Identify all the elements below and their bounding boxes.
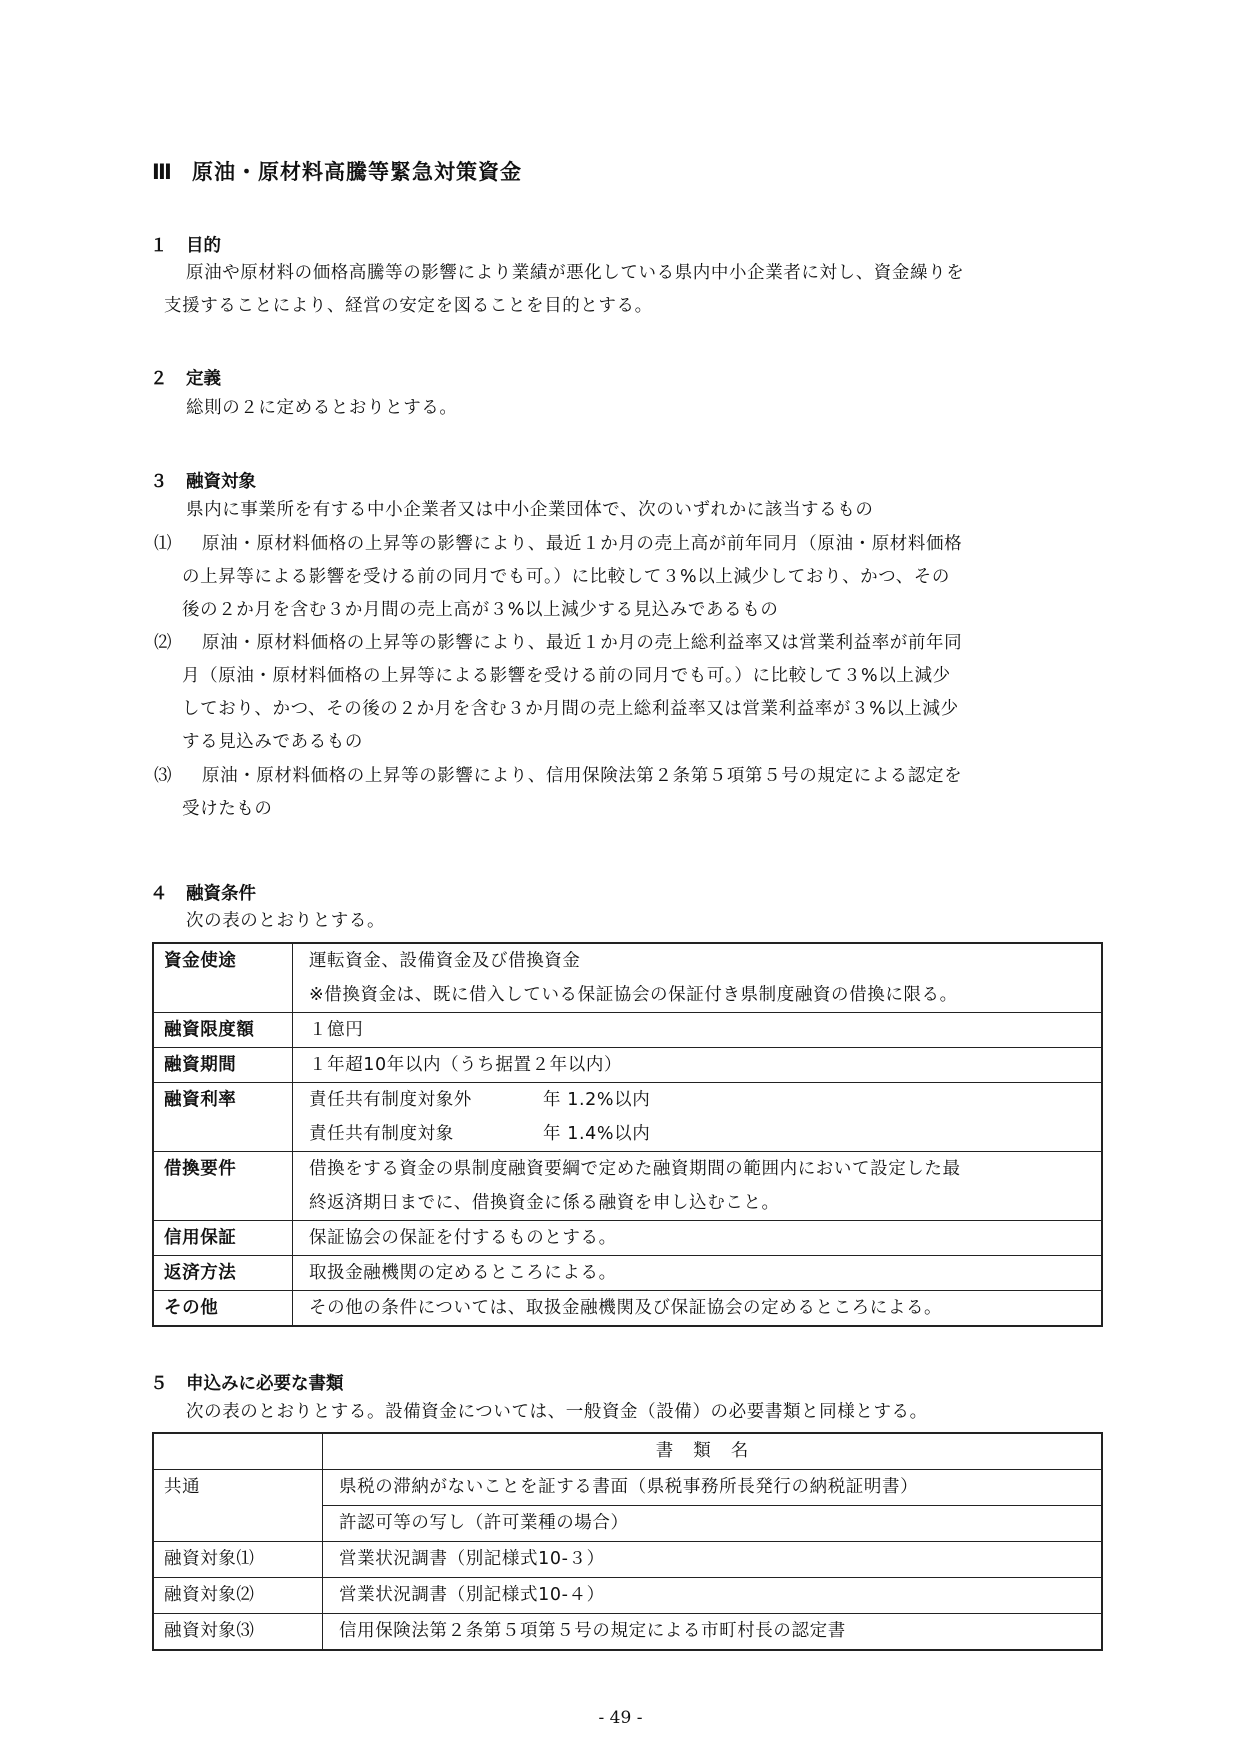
eligibility-item-1-line-3: 後の２か月を含む３か月間の売上高が３%以上減少する見込みであるもの: [182, 600, 779, 620]
page-number: - 49 -: [598, 1708, 643, 1728]
table-row: [153, 1152, 1102, 1221]
section-4-heading: [150, 880, 256, 905]
chapter-number: Ⅲ: [152, 160, 173, 184]
table-row: [153, 1470, 1102, 1506]
section-5-number: ５: [150, 1374, 168, 1394]
other-value: その他の条件については、取扱金融機関及び保証協会の定めるところによる。: [293, 1291, 1103, 1327]
table-row: [153, 1083, 1102, 1152]
limit-value: １億円: [293, 1013, 1103, 1048]
table-header-row: [153, 1433, 1102, 1470]
section-1-line-2: 支援することにより、経営の安定を図ることを目的とする。: [164, 296, 653, 316]
eligibility-item-3-line-2: 受けたもの: [182, 799, 273, 819]
rate-row-2-value: 年 1.4%以内: [543, 1124, 651, 1144]
table-row: [153, 1013, 1102, 1048]
eligibility-item-2-line-3: しており、かつ、その後の２か月を含む３か月間の売上総利益率又は営業利益率が３%以上減少: [182, 699, 959, 719]
eligibility-item-2-line-4: する見込みであるもの: [182, 732, 363, 752]
section-1-heading: [150, 232, 221, 257]
refinance-value: [293, 1152, 1103, 1221]
rate-row-2-label: 責任共有制度対象: [309, 1124, 454, 1144]
section-3-heading: [150, 468, 256, 493]
refinance-line-2: 終返済期日までに、借換資金に係る融資を申し込むこと。: [309, 1193, 780, 1213]
table-row: [153, 1221, 1102, 1256]
repayment-key: 返済方法: [153, 1256, 293, 1291]
section-3-number: ３: [150, 472, 168, 492]
eligibility-item-2-label: ⑵: [154, 633, 173, 653]
section-5-intro: 次の表のとおりとする。設備資金については、一般資金（設備）の必要書類と同様とする。: [186, 1402, 928, 1422]
section-2-heading: [150, 365, 221, 390]
fund-use-value: [293, 943, 1103, 1013]
document-name-header: 書類名: [323, 1433, 1103, 1470]
chapter-title: [152, 156, 522, 186]
eligibility-item-3-label: ⑶: [154, 766, 173, 786]
table-row: [153, 1578, 1102, 1614]
target-1-doc: 営業状況調書（別記様式10-３）: [323, 1542, 1103, 1578]
section-2-number: ２: [150, 369, 168, 389]
refinance-key: 借換要件: [153, 1152, 293, 1221]
required-documents-table: [152, 1432, 1103, 1651]
rate-key: 融資利率: [153, 1083, 293, 1152]
eligibility-item-1-line-1: 原油・原材料価格の上昇等の影響により、最近１か月の売上高が前年同月（原油・原材料価格: [202, 534, 963, 554]
common-key: 共通: [153, 1470, 323, 1542]
rate-value: [293, 1083, 1103, 1152]
guarantee-value: 保証協会の保証を付するものとする。: [293, 1221, 1103, 1256]
period-key: 融資期間: [153, 1048, 293, 1083]
fund-use-line-2: ※借換資金は、既に借入している保証協会の保証付き県制度融資の借換に限る。: [309, 985, 958, 1005]
target-3-key: 融資対象⑶: [153, 1614, 323, 1651]
target-2-doc: 営業状況調書（別記様式10-４）: [323, 1578, 1103, 1614]
section-1-line-1: 原油や原材料の価格高騰等の影響により業績が悪化している県内中小企業者に対し、資金繰りを: [186, 263, 965, 283]
table-row: [153, 1614, 1102, 1651]
period-value: １年超10年以内（うち据置２年以内）: [293, 1048, 1103, 1083]
target-3-doc: 信用保険法第２条第５項第５号の規定による市町村長の認定書: [323, 1614, 1103, 1651]
eligibility-item-2-line-1: 原油・原材料価格の上昇等の影響により、最近１か月の売上総利益率又は営業利益率が前年同: [202, 633, 963, 653]
eligibility-item-2-line-2: 月（原油・原材料価格の上昇等による影響を受ける前の同月でも可。）に比較して３%以上減少: [182, 666, 951, 686]
other-key: その他: [153, 1291, 293, 1327]
section-1-title: 目的: [186, 236, 221, 256]
section-4-intro: 次の表のとおりとする。: [186, 911, 386, 931]
rate-row-2: [309, 1117, 1091, 1151]
table-row: [153, 1542, 1102, 1578]
rate-row-1-label: 責任共有制度対象外: [309, 1090, 472, 1110]
common-doc-1: 県税の滞納がないことを証する書面（県税事務所長発行の納税証明書）: [323, 1470, 1103, 1506]
table-row: [153, 943, 1102, 1013]
limit-key: 融資限度額: [153, 1013, 293, 1048]
refinance-line-1: 借換をする資金の県制度融資要綱で定めた融資期間の範囲内において設定した最: [309, 1159, 961, 1179]
section-3-title: 融資対象: [186, 472, 256, 492]
eligibility-item-1-line-2: の上昇等による影響を受ける前の同月でも可。）に比較して３%以上減少しており、かつ、その: [182, 567, 950, 587]
section-5-heading: [150, 1370, 344, 1395]
rate-row-1-value: 年 1.2%以内: [543, 1090, 651, 1110]
target-1-key: 融資対象⑴: [153, 1542, 323, 1578]
section-4-number: ４: [150, 884, 168, 904]
section-2-line-1: 総則の２に定めるとおりとする。: [186, 398, 458, 418]
eligibility-item-3-line-1: 原油・原材料価格の上昇等の影響により、信用保険法第２条第５項第５号の規定による認定を: [202, 766, 963, 786]
table-row: [153, 1256, 1102, 1291]
table-row: [153, 1291, 1102, 1327]
fund-use-line-1: 運転資金、設備資金及び借換資金: [309, 951, 581, 971]
table-row: [153, 1048, 1102, 1083]
section-3-intro: 県内に事業所を有する中小企業者又は中小企業団体で、次のいずれかに該当するもの: [186, 500, 874, 520]
section-4-title: 融資条件: [186, 884, 256, 904]
section-5-title: 申込みに必要な書類: [186, 1374, 344, 1394]
common-doc-2: 許認可等の写し（許可業種の場合）: [323, 1506, 1103, 1542]
rate-row-1: [309, 1083, 1091, 1117]
repayment-value: 取扱金融機関の定めるところによる。: [293, 1256, 1103, 1291]
chapter-title-text: 原油・原材料高騰等緊急対策資金: [192, 160, 522, 184]
header-empty-cell: [153, 1433, 323, 1470]
eligibility-item-1-label: ⑴: [154, 534, 173, 554]
guarantee-key: 信用保証: [153, 1221, 293, 1256]
target-2-key: 融資対象⑵: [153, 1578, 323, 1614]
section-2-title: 定義: [186, 369, 221, 389]
section-1-number: １: [150, 236, 168, 256]
loan-conditions-table: [152, 942, 1103, 1327]
fund-use-key: 資金使途: [153, 943, 293, 1013]
